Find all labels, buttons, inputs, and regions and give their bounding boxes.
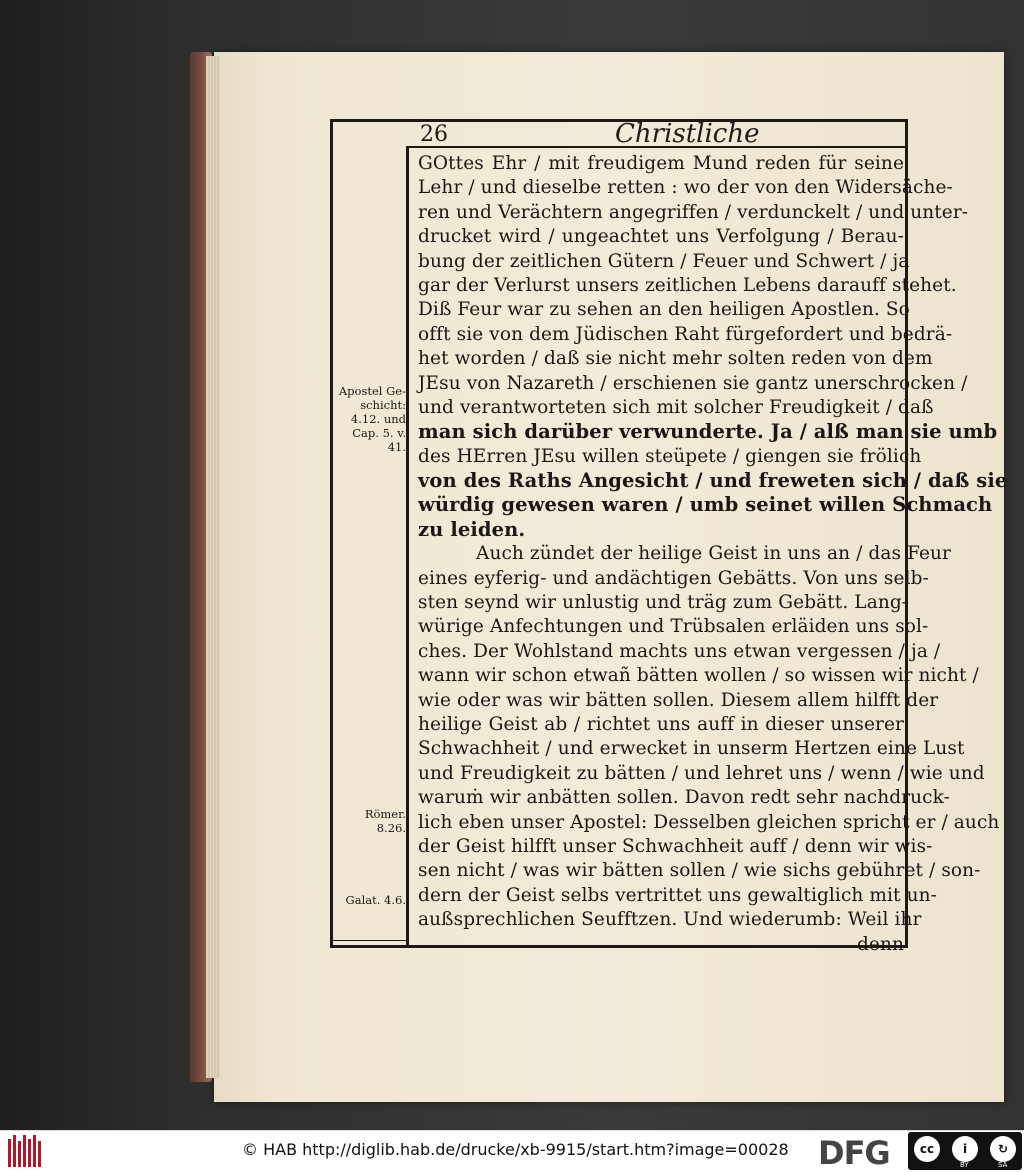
page-number: 26 <box>420 122 448 147</box>
margin-note-galatians: Galat. 4.6. <box>345 893 406 907</box>
by-label: BY <box>960 1161 969 1169</box>
text-line: Lehr / und dieselbe retten : wo der von den Widersäche- <box>418 177 953 199</box>
copyright-link[interactable]: © HAB http://diglib.hab.de/drucke/xb-9915/start.htm?image=00028 <box>242 1140 789 1159</box>
text-line: zu leiden. <box>418 517 526 541</box>
text-line: dern der Geist selbs vertrittet uns gewaltiglich mit un- <box>418 884 937 906</box>
text-line: JEsu von Nazareth / erschienen sie gantz unerschrocken / <box>418 372 968 394</box>
text-line: waruṁ wir anbätten sollen. Davon redt sehr nachdruck- <box>418 787 950 809</box>
hab-logo[interactable] <box>6 1135 46 1167</box>
text-line: gar der Verlurst unsers zeitlichen Lebens darauff stehet. <box>418 274 957 296</box>
attribution-icon: i <box>952 1136 978 1162</box>
text-line: und verantworteten sich mit solcher Freudigkeit / daß <box>418 396 934 418</box>
text-line: von des Raths Angesicht / und freweten sich / daß sie <box>418 469 1008 493</box>
text-line: het worden / daß sie nicht mehr solten reden von dem <box>418 348 933 370</box>
text-line: lich eben unser Apostel: Desselben gleichen spricht er / auch <box>418 811 1000 833</box>
cc-icon: cc <box>914 1136 940 1162</box>
text-line: ren und Verächtern angegriffen / verdunckelt / und unter- <box>418 201 969 223</box>
catchword: denn <box>856 933 904 955</box>
sa-label: SA <box>998 1161 1008 1169</box>
text-line: sten seynd wir unlustig und träg zum Gebätt. Lang- <box>418 592 909 614</box>
margin-divider <box>406 146 409 946</box>
text-line: Schwachheit / und erwecket in unserm Hertzen eine Lust <box>418 738 965 760</box>
running-head: Christliche <box>615 119 760 149</box>
text-line: sen nicht / was wir bätten sollen / wie sichs gebühret / son- <box>418 860 981 882</box>
text-line: wie oder was wir bätten sollen. Diesem allem hilfft der <box>418 689 939 711</box>
text-line: eines eyferig- und andächtigen Gebätts. Von uns selb- <box>418 567 929 589</box>
text-line: Diß Feur war zu sehen an den heiligen Apostlen. So <box>418 299 910 321</box>
page-stack-edge <box>206 56 220 1078</box>
share-alike-icon: ↻ <box>990 1136 1016 1162</box>
text-line: würige Anfechtungen und Trübsalen erläiden uns sol- <box>418 616 929 638</box>
dfg-logo[interactable]: DFG <box>818 1134 890 1172</box>
text-line: würdig gewesen waren / umb seinet willen Schmach <box>418 493 993 517</box>
creative-commons-badge[interactable] <box>908 1132 1022 1170</box>
text-line: offt sie von dem Jüdischen Raht fürgefordert und bedrä- <box>418 323 953 345</box>
text-line: außsprechlichen Seufftzen. Und wiederumb: Weil ihr <box>418 909 922 931</box>
text-line: man sich darüber verwunderte. Ja / alß man sie umb <box>418 420 998 444</box>
text-line: Auch zündet der heilige Geist in uns an / das Feur <box>476 543 951 565</box>
text-line: des HErren JEsu willen steüpete / giengen sie frölich <box>418 445 922 467</box>
text-line: der Geist hilfft unser Schwachheit auff / denn wir wis- <box>418 835 933 857</box>
text-line: und Freudigkeit zu bätten / und lehret uns / wenn / wie und <box>418 762 985 784</box>
text-line: drucket wird / ungeachtet uns Verfolgung / Berau- <box>418 226 904 248</box>
body-text <box>418 152 1008 957</box>
text-line: heilige Geist ab / richtet uns auff in dieser unserer <box>418 713 904 735</box>
margin-note-acts: Apostel Ge- schicht: 4.12. und Cap. 5. v. 41. <box>338 384 406 454</box>
text-line: wann wir schon etwañ bätten wollen / so wissen wir nicht / <box>418 665 979 687</box>
text-line: ches. Der Wohlstand machts uns etwan vergessen / ja / <box>418 640 941 662</box>
margin-bottom-rule <box>333 940 408 941</box>
text-line: bung der zeitlichen Gütern / Feuer und Schwert / ja <box>418 250 910 272</box>
margin-note-romans: Römer. 8.26. <box>364 807 406 835</box>
text-line: GOttes Ehr / mit freudigem Mund reden für seine <box>418 153 904 174</box>
